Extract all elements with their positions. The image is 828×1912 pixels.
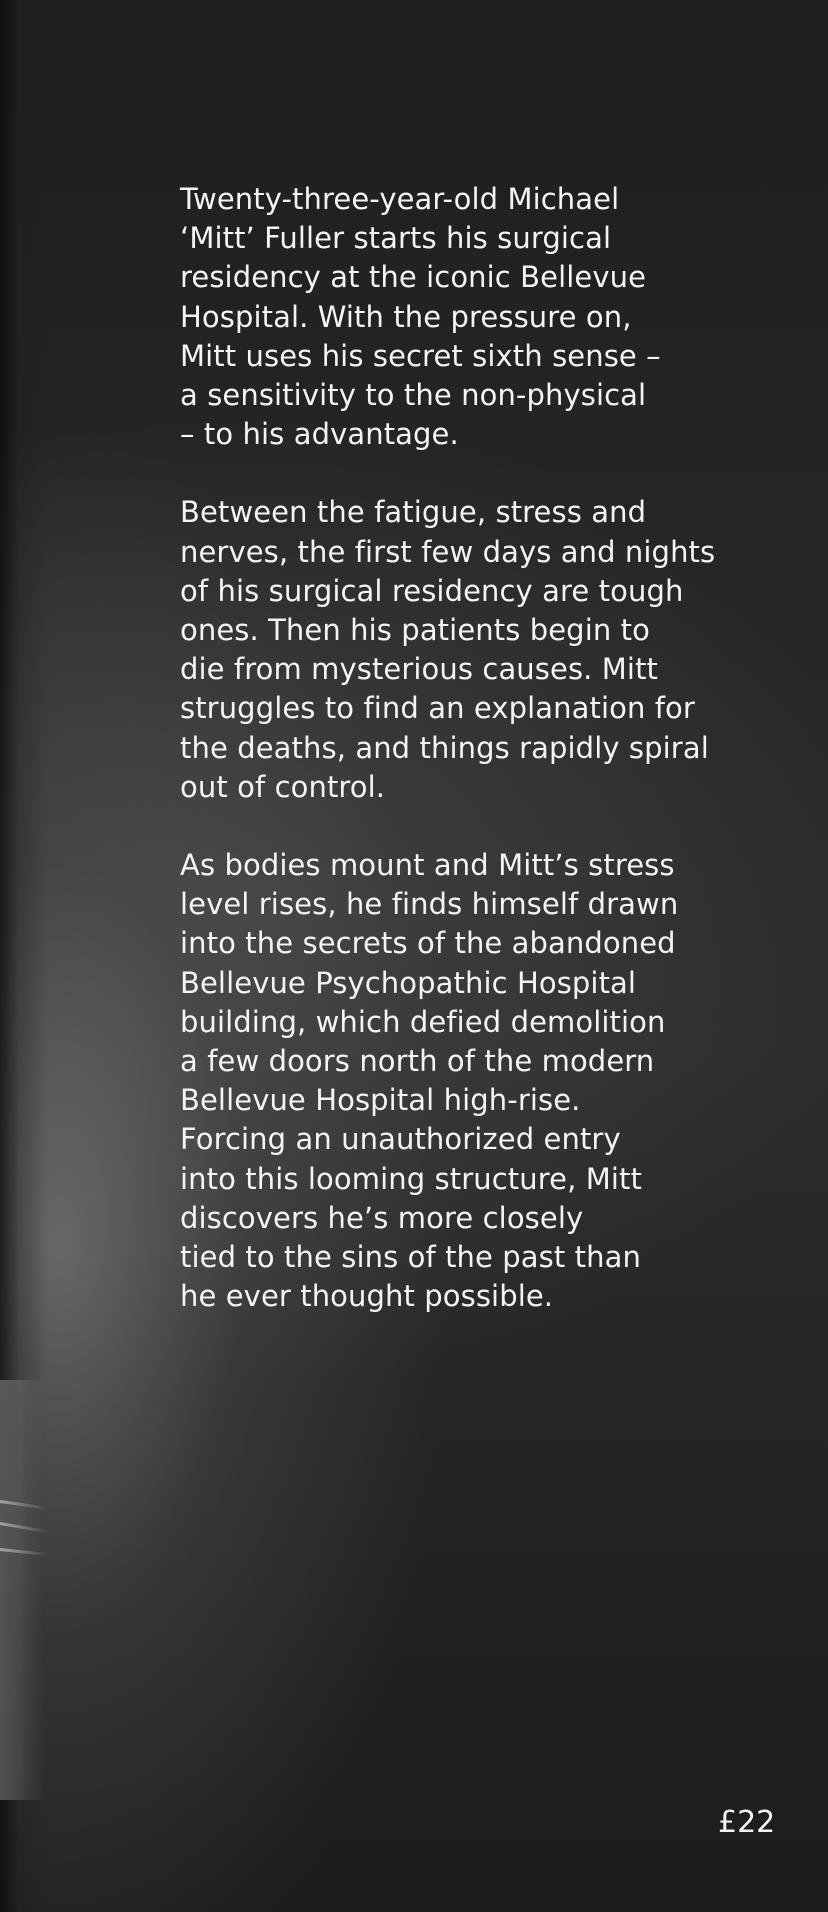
blurb-line: Twenty-three-year-old Michael (180, 182, 620, 216)
blurb-line: into this looming structure, Mitt (180, 1161, 642, 1196)
blurb-paragraph (180, 180, 780, 454)
price-label: £22 (718, 1805, 776, 1840)
blurb-line: Hospital. With the pressure on, (180, 299, 632, 334)
blurb-line: building, which defied demolition (180, 1004, 666, 1039)
blurb-line: Forcing an unauthorized entry (180, 1122, 621, 1157)
blurb-paragraph (180, 846, 780, 1316)
blurb-line: Bellevue Hospital high-rise. (180, 1083, 581, 1118)
blurb-line: nerves, the first few days and nights (180, 534, 716, 569)
blurb-line: As bodies mount and Mitt’s stress (180, 848, 675, 883)
blurb-line: out of control. (180, 769, 386, 804)
blurb-line: ones. Then his patients begin to (180, 613, 650, 648)
blurb-line: Between the fatigue, stress and (180, 495, 647, 530)
blurb-line: struggles to find an explanation for (180, 691, 695, 726)
blurb-line: Bellevue Psychopathic Hospital (180, 965, 637, 1000)
blurb-line: a sensitivity to the non-physical (180, 378, 647, 413)
blurb-line: ‘Mitt’ Fuller starts his surgical (180, 221, 612, 256)
blurb-line: into the secrets of the abandoned (180, 926, 676, 961)
blurb-line: a few doors north of the modern (180, 1044, 655, 1079)
blurb-line: die from mysterious causes. Mitt (180, 652, 659, 687)
blurb-line: of his surgical residency are tough (180, 573, 684, 608)
blurb-line: the deaths, and things rapidly spiral (180, 730, 709, 765)
blurb-line: Mitt uses his secret sixth sense – (180, 338, 661, 373)
blurb-line: level rises, he finds himself drawn (180, 887, 679, 922)
blurb-text (180, 180, 780, 1355)
spine-light-glare (0, 1380, 46, 1800)
blurb-line: tied to the sins of the past than (180, 1240, 641, 1275)
blurb-paragraph (180, 493, 780, 807)
blurb-line: he ever thought possible. (180, 1279, 554, 1314)
blurb-line: – to his advantage. (180, 417, 459, 452)
blurb-line: residency at the iconic Bellevue (180, 260, 647, 295)
blurb-line: discovers he’s more closely (180, 1200, 584, 1235)
